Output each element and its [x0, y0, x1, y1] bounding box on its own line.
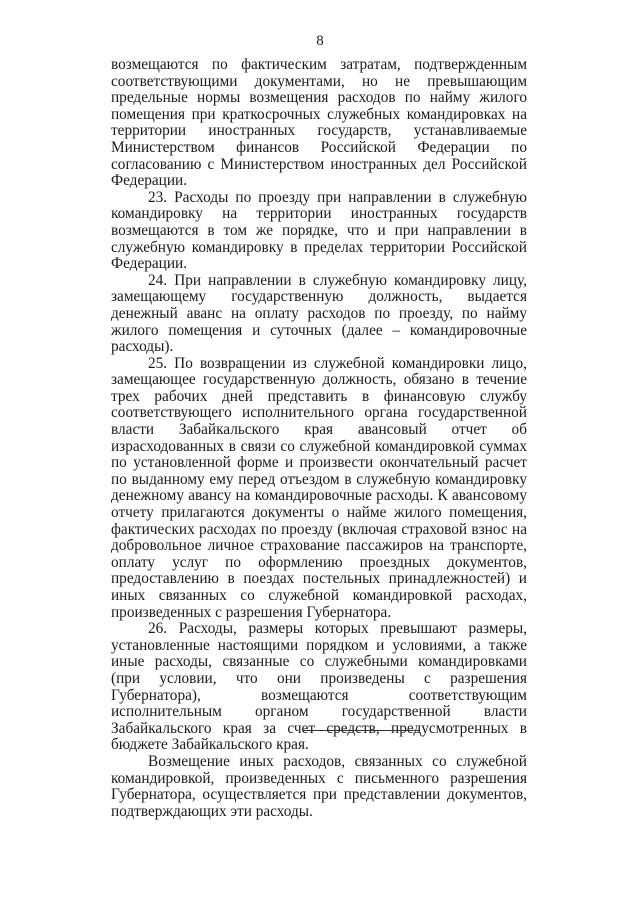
end-of-document-line	[303, 730, 420, 731]
document-body	[111, 57, 527, 820]
paragraph-item-24: 24. При направлении в служебную командировку лицу, замещающему государственную должность, выдается денежный аванс на оплату расходов по проезду, по найму жилого помещения и суточных (далее – командировочные расходы).	[111, 271, 527, 356]
paragraph-item-25: 25. По возвращении из служебной командировки лицо, замещающее государственную должность, обязано в течение трех рабочих дней представить в финансовую службу соответствующего исполнительного органа государственной власти Забайкальского края авансовый отчет об израсходованных в связи со служебной командировкой суммах по установленной форме и произвести окончательный расчет по выданному ему перед отъездом в служебную командировку денежному авансу на командировочные расходы. К авансовому отчету прилагаются документы о найме жилого помещения, фактических расходах по проезду (включая страховой взнос на добровольное личное страхование пассажиров на транспорте, оплату услуг по оформлению проездных документов, предоставлению в поездах постельных принадлежностей) и иных связанных со служебной командировкой расходах, произведенных с разрешения Губернатора.	[111, 354, 527, 621]
paragraph-item-26: 26. Расходы, размеры которых превышают размеры, установленные настоящими порядком и условиями, а также иные расходы, связанные со служебными командировками (при условии, что они произведены с разрешения Губернатора), возмещаются соответствующим исполнительным органом государственной власти Забайкальского края за счет средств, предусмотренных в бюджете Забайкальского края.	[111, 620, 527, 754]
paragraph-closing: Возмещение иных расходов, связанных со служебной командировкой, произведенных с письменного разрешения Губернатора, осуществляется при представлении документов, подтверждающих эти расходы.	[111, 752, 527, 820]
paragraph-continuation: возмещаются по фактическим затратам, подтвержденным соответствующими документами, но не превышающим предельные нормы возмещения расходов по найму жилого помещения при краткосрочных служебных командировках на территории иностранных государств, устанавливаемые Министерством финансов Российской Федерации по согласованию с Министерством иностранных дел Российской Федерации.	[111, 56, 527, 190]
page-number: 8	[316, 33, 324, 49]
paragraph-item-23: 23. Расходы по проезду при направлении в служебную командировку на территории иностранных государств возмещаются в том же порядке, что и при направлении в служебную командировку в пределах территории Российской Федерации.	[111, 188, 527, 273]
